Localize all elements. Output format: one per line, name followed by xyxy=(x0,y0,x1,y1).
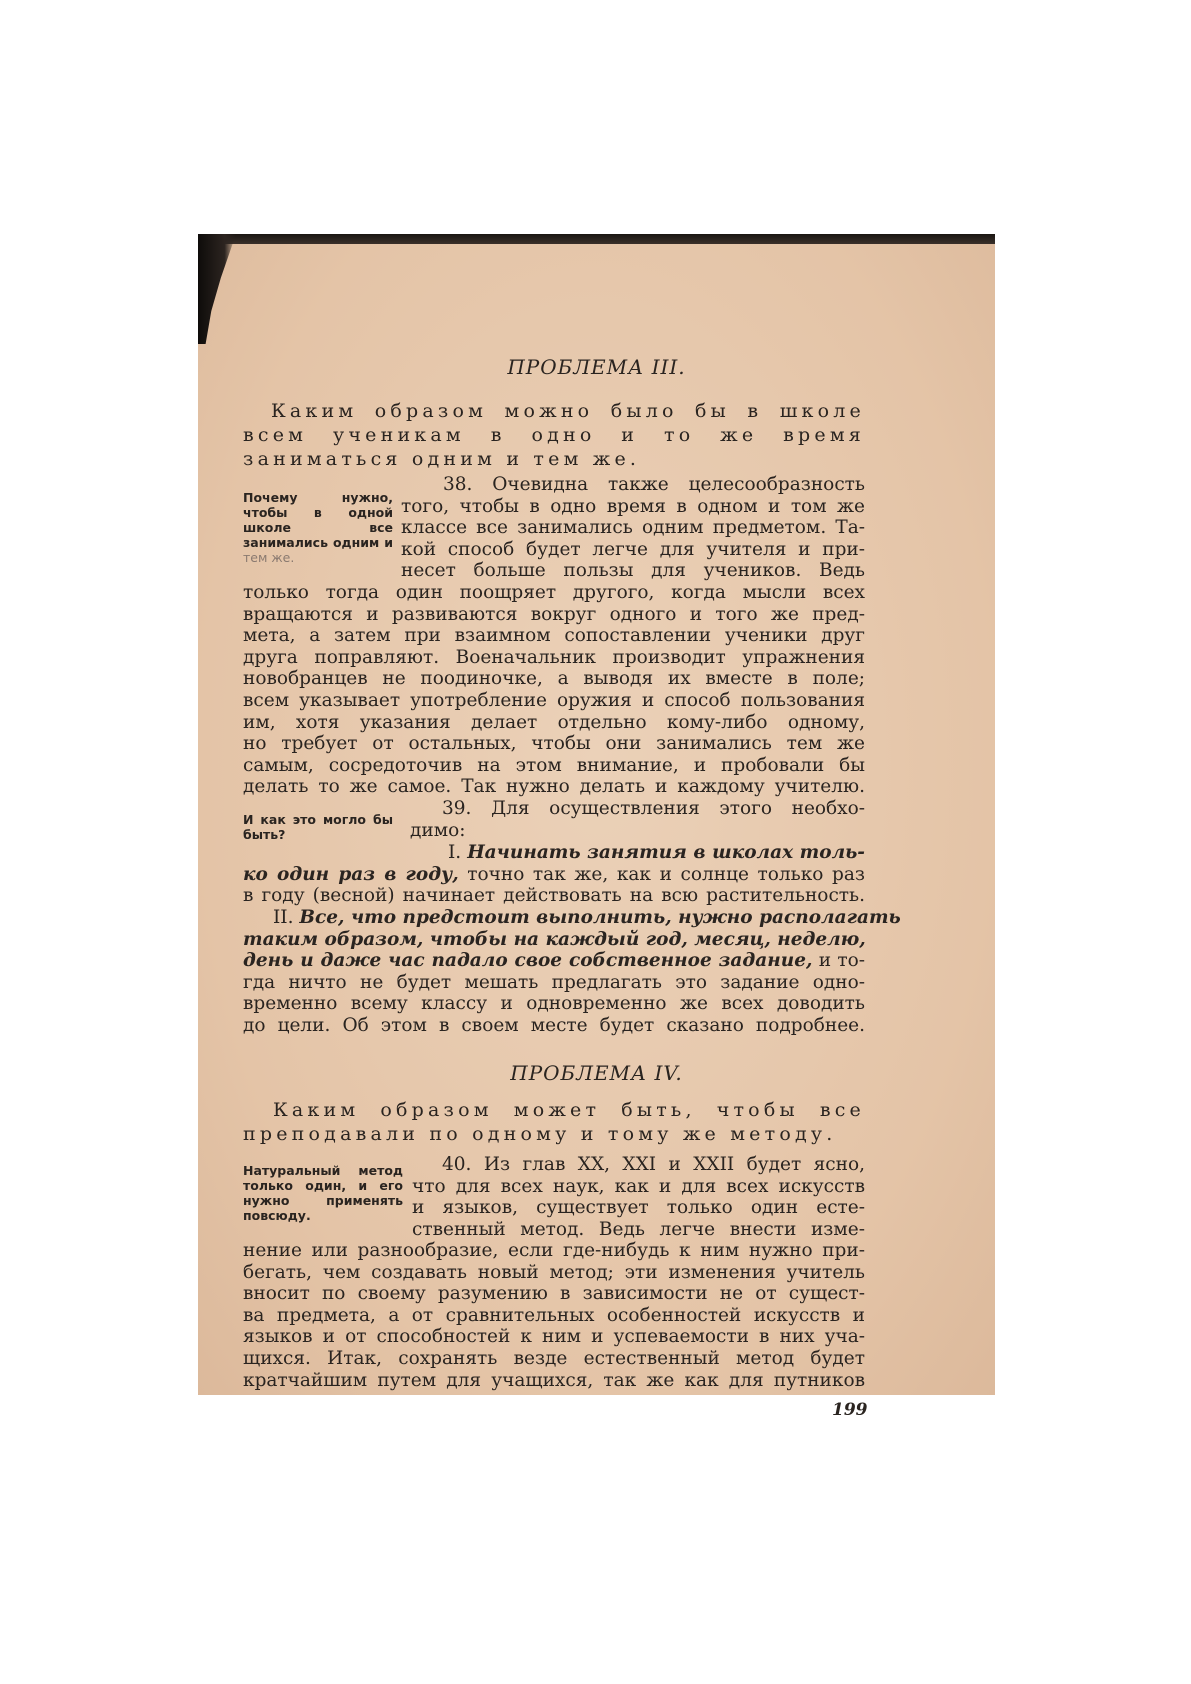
p38-full-line: друга поправляют. Военачальник производит упражнения xyxy=(243,646,865,668)
p39-line: 39. Для осуществления этого необхо- xyxy=(442,798,865,819)
problem-3-question: Каким образом можно было бы в школе всем ученикам в одно и то же время заниматься одним и тем же. xyxy=(243,400,865,470)
side-note-3: Натуральный метод только один, и его нужно применять повсюду. xyxy=(243,1163,403,1223)
item-1-line-1: I. Начинать занятия в школах толь- xyxy=(448,842,865,863)
p38-full-line: только тогда один поощряет другого, когда мысли всех xyxy=(243,582,865,603)
p38-full-line: всем указывает употребление оружия и способ пользования xyxy=(243,689,865,711)
item-2-line-3: день и даже час падало свое собственное задание, и то- xyxy=(243,950,865,972)
item-2-line-6: до цели. Об этом в своем месте будет сказано подробнее. xyxy=(243,1014,865,1036)
p38-full-line: вращаются и развиваются вокруг одного и того же пред- xyxy=(243,603,865,625)
side-note-2: И как это могло бы быть? xyxy=(243,812,393,842)
item-2 xyxy=(243,907,901,1037)
p40-full-line: языков и от способностей к ним и успеваемости в них уча- xyxy=(243,1326,865,1348)
p38-line: того, чтобы в одно время в одном и том же xyxy=(401,495,865,517)
p38-full-line: но требует от остальных, чтобы они занимались тем же xyxy=(243,733,865,755)
side-note-1-faded: тем же. xyxy=(243,550,295,565)
paragraph-40-full xyxy=(243,1240,865,1391)
item-2-line-4: гда ничто не будет мешать предлагать это задание одно- xyxy=(243,971,865,993)
problem-4-heading: ПРОБЛЕМА IV. xyxy=(510,1061,683,1085)
p40-full-line: бегать, чем создавать новый метод; эти изменения учитель xyxy=(243,1261,865,1283)
p38-full-line: им, хотя указания делает отдельно кому-либо одному, xyxy=(243,711,865,733)
scan-shadow-top xyxy=(198,234,995,244)
p40-full-line: кратчайшим путем для учащихся, так же как для путников xyxy=(243,1369,865,1391)
paragraph-38-narrow xyxy=(401,474,865,582)
side-note-1 xyxy=(243,490,393,565)
side-note-1-bold: Почему нужно, чтобы в одной школе все занимались одним и xyxy=(243,490,393,550)
p40-full-line: вносит по своему разумению в зависимости не от сущест- xyxy=(243,1283,865,1305)
item-2-line-2: таким образом, чтобы на каждый год, месяц, неделю, xyxy=(243,928,866,950)
item-1-line-3: в году (весной) начинает действовать на всю растительность. xyxy=(243,885,865,907)
p38-line: классе все занимались одним предметом. Та- xyxy=(401,517,865,539)
p40-line: и языков, существует только один есте- xyxy=(412,1197,865,1219)
p38-full-line: новобранцев не поодиночке, а выводя их вместе в поле; xyxy=(243,668,865,690)
paragraph-40-narrow xyxy=(412,1154,865,1240)
p38-line: несет больше пользы для учеников. Ведь xyxy=(401,560,865,582)
p38-line: 38. Очевидна также целесообразность xyxy=(443,474,865,495)
p40-line: ственный метод. Ведь легче внести изме- xyxy=(412,1218,865,1240)
p38-full-line: самым, сосредоточив на этом внимание, и пробовали бы xyxy=(243,754,865,776)
p39-line: димо: xyxy=(410,819,466,841)
p40-full-line: нение или разнообразие, если где-нибудь к ним нужно при- xyxy=(243,1240,865,1261)
p38-line: кой способ будет легче для учителя и при- xyxy=(401,538,865,560)
problem-3-heading: ПРОБЛЕМА III. xyxy=(507,355,686,379)
item-2-line-5: временно всему классу и одновременно же всех доводить xyxy=(243,993,865,1015)
p38-full-line: мета, а затем при взаимном сопоставлении ученики друг xyxy=(243,625,865,647)
paragraph-39 xyxy=(410,798,865,841)
paragraph-38-full xyxy=(243,582,865,798)
p40-line: 40. Из глав XX, XXI и XXII будет ясно, xyxy=(442,1154,865,1175)
problem-4-question: Каким образом может быть, чтобы все преподавали по одному и тому же методу. xyxy=(243,1099,865,1145)
p40-line: что для всех наук, как и для всех искусств xyxy=(412,1175,865,1197)
item-1-line-2: ко один раз в году, точно так же, как и солнце только раз xyxy=(243,863,865,885)
p40-full-line: ва предмета, а от сравнительных особенностей искусств и xyxy=(243,1304,865,1326)
p40-full-line: щихся. Итак, сохранять везде естественный метод будет xyxy=(243,1347,865,1369)
item-2-line-1: II. Все, что предстоит выполнить, нужно располагать xyxy=(273,907,901,928)
p38-full-line: делать то же самое. Так нужно делать и каждому учителю. xyxy=(243,776,865,798)
page-number: 199 xyxy=(832,1400,868,1420)
item-1 xyxy=(243,842,865,907)
